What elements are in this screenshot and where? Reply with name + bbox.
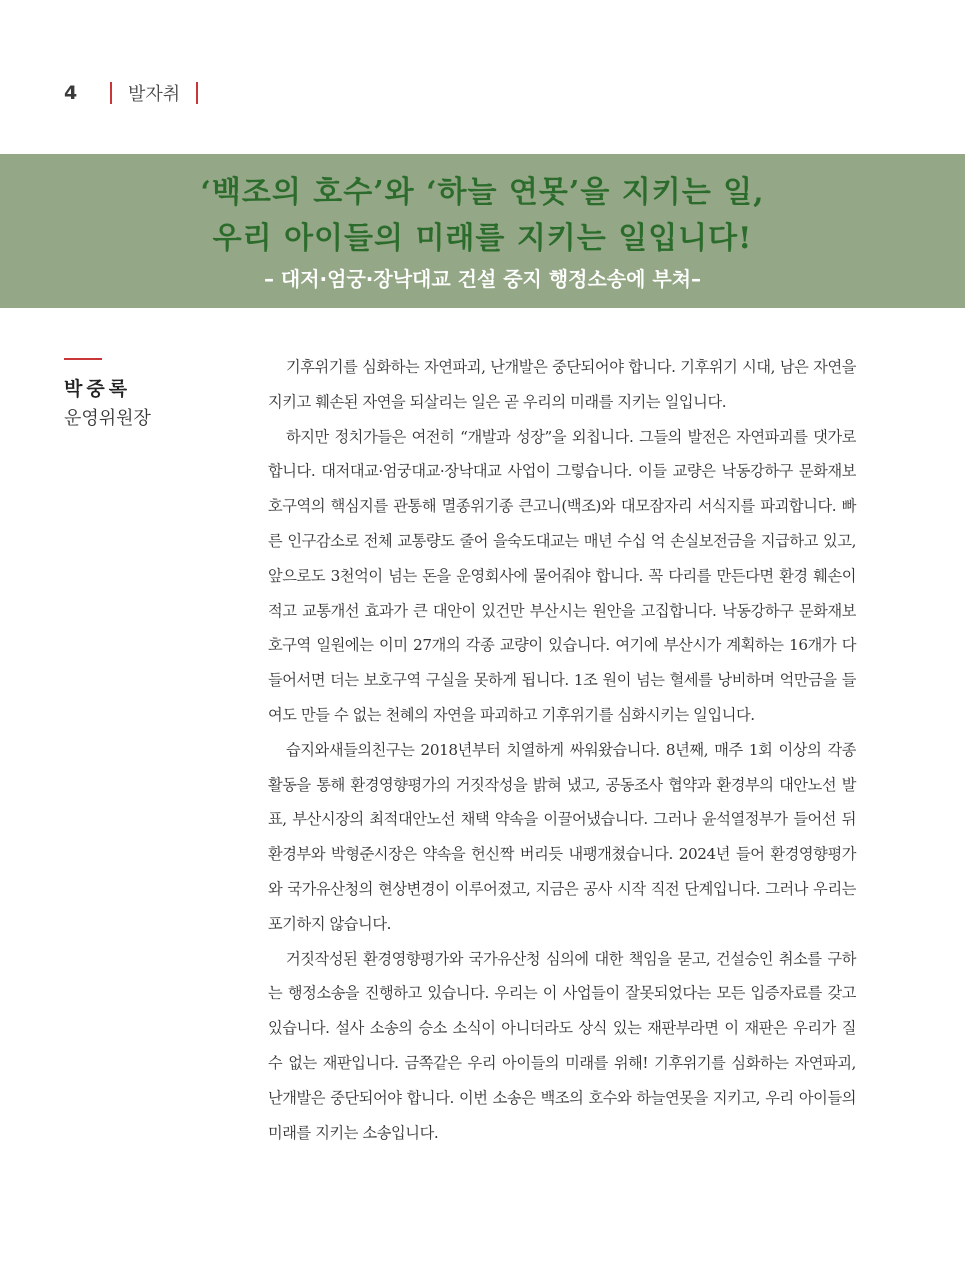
- page-number: 4: [64, 82, 78, 104]
- paragraph: 하지만 정치가들은 여전히 “개발과 성장”을 외칩니다. 그들의 발전은 자연파괴를 댓가로 합니다. 대저대교·엄궁대교·장낙대교 사업이 그렇습니다. 이들 교량은 낙동강하구 문화재보호구역의 핵심지를 관통해 멸종위기종 큰고니(백조)와 대모잠자리 서식지를 파괴합니다. 빠른 인구감소로 전체 교통량도 줄어 을숙도대교는 매년 수십 억 손실보전금을 지급하고 있고, 앞으로도 3천억이 넘는 돈을 운영회사에 물어줘야 합니다. 꼭 다리를 만든다면 환경 훼손이 적고 교통개선 효과가 큰 대안이 있건만 부산시는 원안을 고집합니다. 낙동강하구 문화재보호구역 일원에는 이미 27개의 각종 교량이 있습니다. 여기에 부산시가 계획하는 16개가 다 들어서면 더는 보호구역 구실을 못하게 됩니다. 1조 원이 넘는 혈세를 낭비하며 억만금을 들여도 만들 수 없는 천혜의 자연을 파괴하고 기후위기를 심화시키는 일입니다.: [268, 427, 856, 724]
- author-role: 운영위원장: [64, 408, 151, 429]
- paragraph: 기후위기를 심화하는 자연파괴, 난개발은 중단되어야 합니다. 기후위기 시대, 남은 자연을 지키고 훼손된 자연을 되살리는 일은 곧 우리의 미래를 지키는 일입니다.: [268, 358, 856, 411]
- author-accent-rule: [64, 358, 102, 360]
- article-title-line2: 우리 아이들의 미래를 지키는 일입니다!: [212, 221, 753, 256]
- title-banner: [0, 154, 965, 308]
- article-title-line1: ‘백조의 호수’와 ‘하늘 연못’을 지키는 일,: [200, 175, 765, 210]
- paragraph: 습지와새들의친구는 2018년부터 치열하게 싸워왔습니다. 8년째, 매주 1회 이상의 각종 활동을 통해 환경영향평가의 거짓작성을 밝혀 냈고, 공동조사 협약과 환경부의 대안노선 발표, 부산시장의 최적대안노선 채택 약속을 이끌어냈습니다. 그러나 윤석열정부가 들어선 뒤 환경부와 박형준시장은 약속을 헌신짝 버리듯 내팽개쳤습니다. 2024년 들어 환경영향평가와 국가유산청의 현상변경이 이루어졌고, 지금은 공사 시작 직전 단계입니다. 그러나 우리는 포기하지 않습니다.: [268, 740, 856, 933]
- page-header: [64, 78, 198, 108]
- article-subtitle: – 대저·엄궁·장낙대교 건설 중지 행정소송에 부쳐–: [263, 267, 702, 291]
- paragraph: 거짓작성된 환경영향평가와 국가유산청 심의에 대한 책임을 묻고, 건설승인 취소를 구하는 행정소송을 진행하고 있습니다. 우리는 이 사업들이 잘못되었다는 모든 입증자료를 갖고 있습니다. 설사 소송의 승소 소식이 아니더라도 상식 있는 재판부라면 이 재판은 우리가 질 수 없는 재판입니다. 금쪽같은 우리 아이들의 미래를 위해! 기후위기를 심화하는 자연파괴, 난개발은 중단되어야 합니다. 이번 소송은 백조의 호수와 하늘연못을 지키고, 우리 아이들의 미래를 지키는 소송입니다.: [268, 949, 856, 1142]
- header-divider-right: [196, 82, 198, 104]
- header-divider-left: [110, 82, 112, 104]
- article-body: [268, 350, 856, 1150]
- author-name: 박중록: [64, 378, 132, 400]
- section-title: 발자취: [128, 84, 181, 105]
